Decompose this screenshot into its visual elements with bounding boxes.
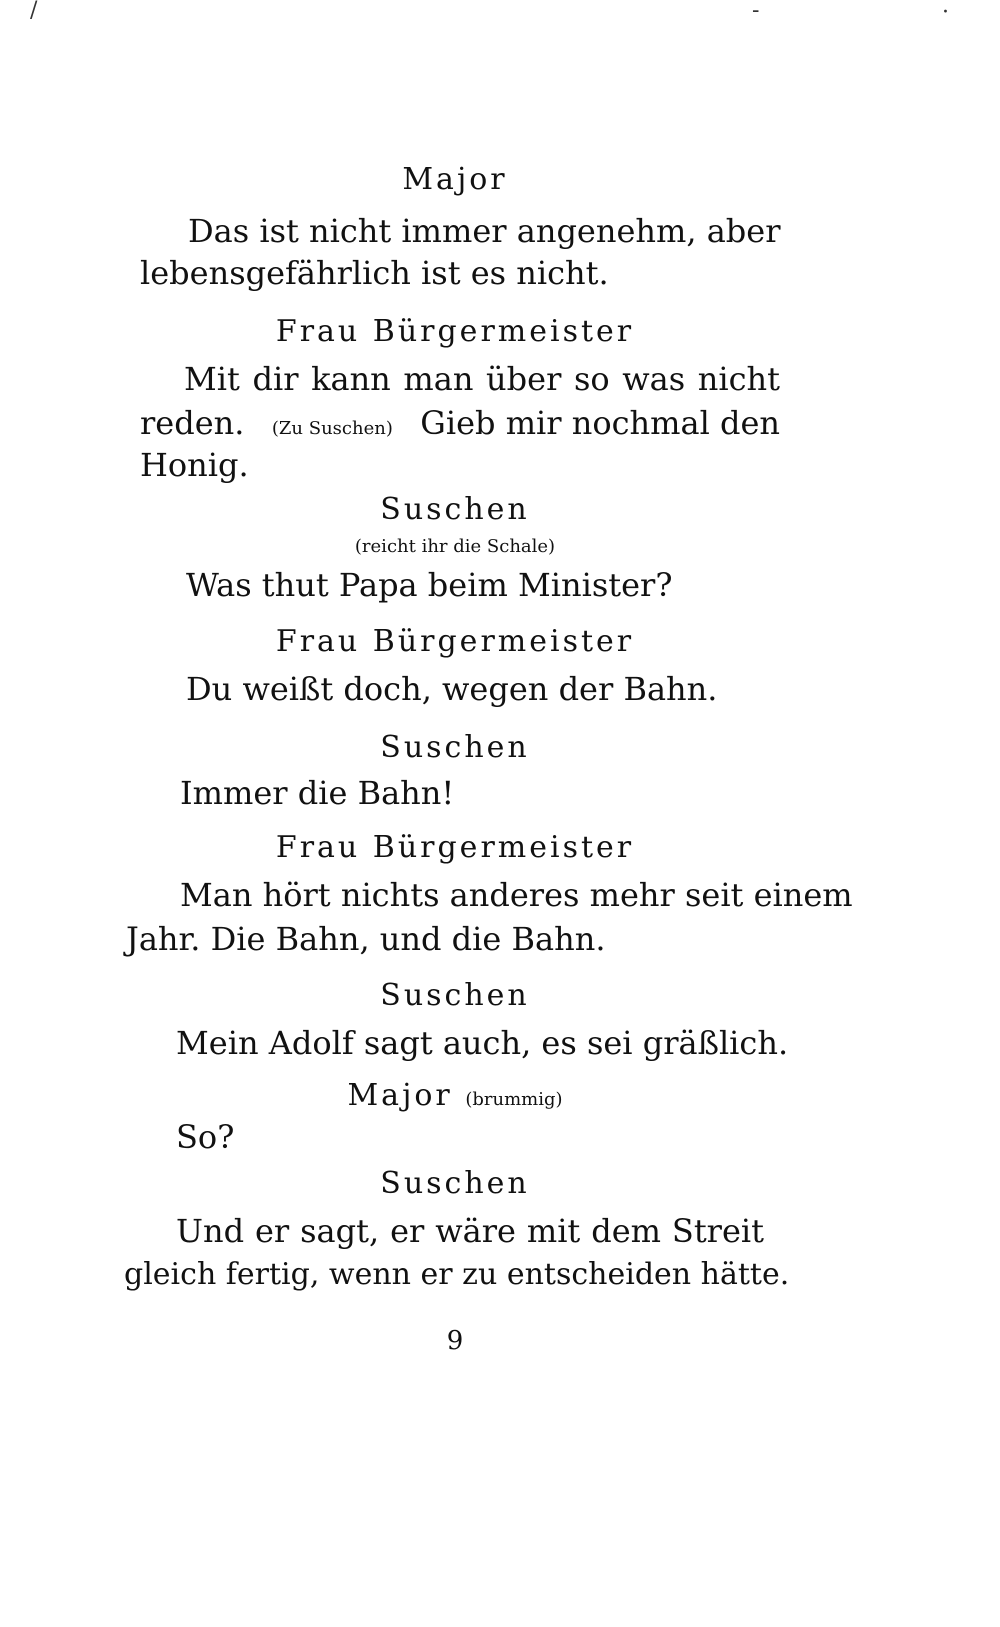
stage-direction: (Zu Suschen)	[271, 418, 393, 439]
dialogue-text: Gieb mir nochmal den	[420, 404, 780, 442]
dialogue-line: Du weißt doch, wegen der Bahn.	[186, 670, 718, 708]
dialogue-line: lebensgefährlich ist es nicht.	[140, 254, 609, 292]
speaker-name: Suschen	[380, 492, 530, 527]
dialogue-line: Und er sagt, er wäre mit dem Streit	[176, 1212, 764, 1250]
speaker-name: Frau Bürgermeister	[275, 830, 635, 865]
speaker-name: Frau Bürgermeister	[275, 624, 635, 659]
speaker-name: Frau Bürgermeister	[275, 314, 635, 349]
stage-direction: (brummig)	[465, 1089, 563, 1110]
dialogue-line: Das ist nicht immer angenehm, aber	[188, 212, 781, 250]
dialogue-line: Mein Adolf sagt auch, es sei gräßlich.	[176, 1024, 789, 1062]
dialogue-line: So?	[176, 1118, 235, 1156]
dialogue-line: Mit dir kann man über so was nicht	[184, 360, 780, 398]
dialogue-line: Was thut Papa beim Minister?	[186, 566, 673, 604]
dialogue-line	[140, 402, 780, 450]
dialogue-line: gleich fertig, wenn er zu entscheiden hätte.	[124, 1257, 790, 1292]
page-speck: ·	[942, 0, 949, 25]
page-speck: /	[30, 0, 38, 23]
page-number: 9	[446, 1326, 464, 1356]
speaker-name: Major	[402, 162, 508, 197]
dialogue-line: Honig.	[140, 446, 249, 484]
speaker-label: Major	[347, 1078, 453, 1113]
speaker-name: Suschen	[380, 978, 530, 1013]
dialogue-line: Jahr. Die Bahn, und die Bahn.	[126, 920, 606, 958]
dialogue-line: Immer die Bahn!	[180, 774, 455, 812]
dialogue-line: Man hört nichts anderes mehr seit einem	[180, 876, 853, 914]
stage-direction: (reicht ihr die Schale)	[354, 536, 556, 557]
speaker-name: Suschen	[380, 1166, 530, 1201]
speaker-name: Suschen	[380, 730, 530, 765]
speaker-name	[0, 1076, 910, 1120]
dialogue-text: reden.	[140, 404, 245, 442]
page-speck: -	[752, 0, 760, 23]
